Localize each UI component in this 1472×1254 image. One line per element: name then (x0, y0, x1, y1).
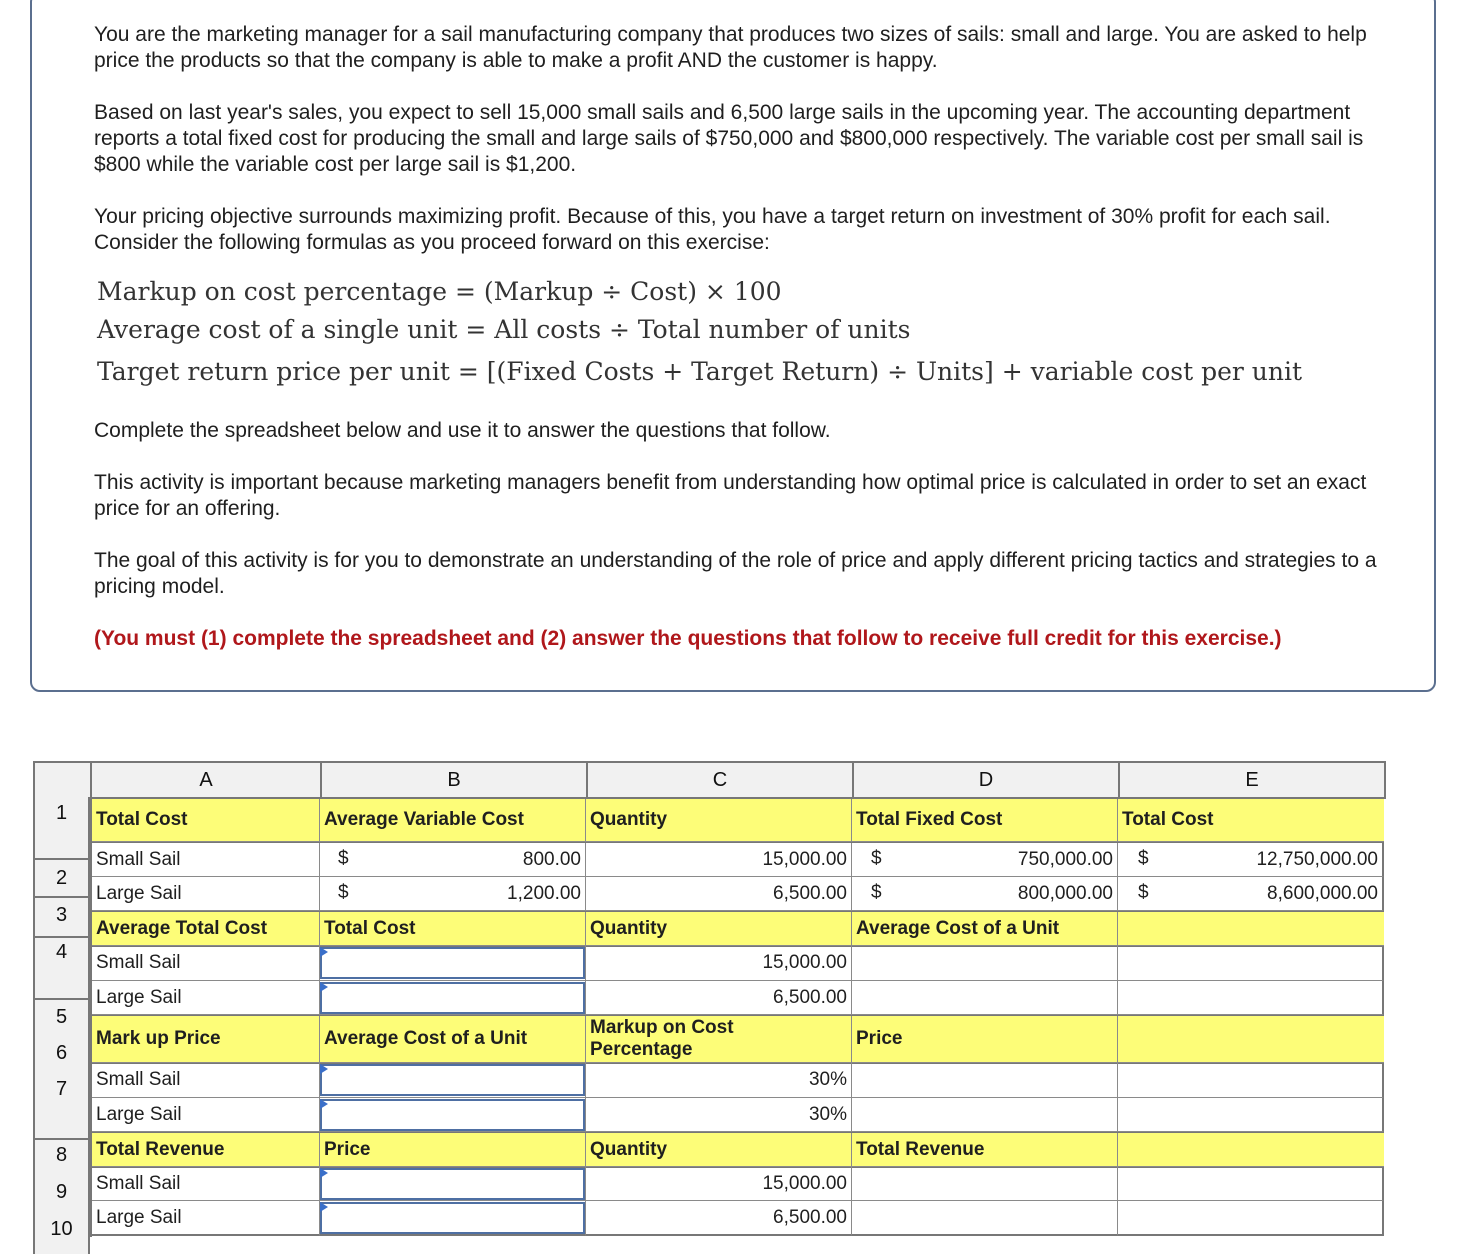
small-price-input[interactable] (320, 1168, 585, 1200)
row-number: 9 (55, 1181, 68, 1203)
column-header-d: D (852, 761, 1120, 799)
header-empty (1118, 1016, 1384, 1063)
importance-paragraph: This activity is important because marketing managers benefit from understanding how optimal price is calculated in order to set an exact price for an offering. (94, 471, 1367, 520)
row-label-large-sail: Large Sail (92, 877, 320, 911)
large-total-cost-input[interactable] (320, 982, 585, 1014)
row-label-small-sail: Small Sail (92, 843, 320, 877)
header-quantity: Quantity (586, 1133, 852, 1167)
row-label-small-sail: Small Sail (92, 946, 320, 981)
large-price-cell (852, 1098, 1118, 1132)
small-quantity: 15,000.00 (586, 946, 852, 981)
column-header-c: C (586, 761, 854, 799)
empty-cell (1118, 1201, 1384, 1236)
row-label-large-sail: Large Sail (92, 1201, 320, 1236)
large-avg-cost-unit-input[interactable] (320, 1099, 585, 1131)
small-total-cost: 12,750,000.00 (1118, 843, 1384, 877)
formula-markup: Markup on cost percentage = (Markup ÷ Cost) × 100 (97, 277, 782, 306)
small-quantity: 15,000.00 (586, 843, 852, 877)
small-quantity: 15,000.00 (586, 1167, 852, 1201)
row-number: 5 (55, 1006, 68, 1028)
header-total-cost: Total Cost (320, 912, 586, 946)
header-markup-on-cost-percentage: Markup on Cost Percentage (586, 1016, 852, 1063)
sales-paragraph: Based on last year's sales, you expect to sell 15,000 small sails and 6,500 large sails in the upcoming year. The accounting department reports a total fixed cost for producing the small and large sails of $750,000 and $800,000 respectively. The variable cost per small sail is $800 while the variable cost per large sail is $1,200. (94, 101, 1364, 176)
row-label-small-sail: Small Sail (92, 1063, 320, 1098)
empty-cell (1118, 1098, 1384, 1132)
row-number: 3 (55, 904, 68, 926)
header-total-revenue-d: Total Revenue (852, 1133, 1118, 1167)
empty-cell (1118, 1063, 1384, 1098)
row-label-large-sail: Large Sail (92, 981, 320, 1015)
goal-paragraph: The goal of this activity is for you to demonstrate an understanding of the role of price and apply different pricing tactics and strategies to a pricing model. (94, 549, 1377, 598)
large-total-revenue-cell (852, 1201, 1118, 1236)
large-avg-variable-cost: 1,200.00 (320, 877, 586, 911)
small-avg-variable-cost: 800.00 (320, 843, 586, 877)
large-average-cost-cell (852, 981, 1118, 1015)
header-average-total-cost: Average Total Cost (92, 912, 320, 946)
column-header-b: B (320, 761, 588, 799)
row-number: 8 (55, 1144, 68, 1166)
large-markup-percentage: 30% (586, 1098, 852, 1132)
row-number: 10 (50, 1218, 73, 1240)
credit-note: (You must (1) complete the spreadsheet and (2) answer the questions that follow to receive full credit for this exercise.) (94, 627, 1282, 650)
header-average-variable-cost: Average Variable Cost (320, 799, 586, 842)
large-quantity: 6,500.00 (586, 981, 852, 1015)
row-number: 4 (55, 941, 68, 963)
currency-symbol: $ (338, 848, 349, 869)
row-number: 2 (55, 867, 68, 889)
large-total-cost: 8,600,000.00 (1118, 877, 1384, 911)
currency-symbol: $ (871, 848, 882, 869)
formula-target-return: Target return price per unit = [(Fixed Costs + Target Return) ÷ Units] + variable cost per unit (97, 357, 1303, 386)
column-header-e: E (1118, 761, 1386, 799)
header-average-cost-of-unit: Average Cost of a Unit (320, 1016, 586, 1063)
small-avg-cost-unit-input[interactable] (320, 1064, 585, 1096)
currency-symbol: $ (1138, 882, 1149, 903)
currency-symbol: $ (1138, 848, 1149, 869)
column-header-a: A (90, 761, 322, 799)
large-quantity: 6,500.00 (586, 877, 852, 911)
header-empty (1118, 1133, 1384, 1167)
header-mark-up-price: Mark up Price (92, 1016, 320, 1063)
header-total-cost-e: Total Cost (1118, 799, 1384, 842)
objective-paragraph: Your pricing objective surrounds maximizing profit. Because of this, you have a target return on investment of 30% profit for each sail. Consider the following formulas as you proceed forward on this exercise: (94, 205, 1331, 254)
row-number: 7 (55, 1078, 68, 1100)
currency-symbol: $ (871, 882, 882, 903)
header-price: Price (852, 1016, 1118, 1063)
large-quantity: 6,500.00 (586, 1201, 852, 1236)
header-average-cost-of-unit: Average Cost of a Unit (852, 912, 1118, 946)
currency-symbol: $ (338, 882, 349, 903)
header-total-fixed-cost: Total Fixed Cost (852, 799, 1118, 842)
small-total-revenue-cell (852, 1167, 1118, 1201)
formula-average-cost: Average cost of a single unit = All costs ÷ Total number of units (97, 315, 911, 344)
header-total-revenue: Total Revenue (92, 1133, 320, 1167)
header-quantity: Quantity (586, 912, 852, 946)
empty-cell (1118, 946, 1384, 981)
header-price: Price (320, 1133, 586, 1167)
row-label-large-sail: Large Sail (92, 1098, 320, 1132)
small-total-cost-input[interactable] (320, 947, 585, 979)
small-average-cost-cell (852, 946, 1118, 981)
sheet-corner (33, 761, 92, 799)
large-price-input[interactable] (320, 1202, 585, 1234)
row-number: 1 (55, 802, 68, 824)
intro-paragraph: You are the marketing manager for a sail manufacturing company that produces two sizes of sails: small and large. You are asked to help price the products so that the company is able to make a profit AND the customer is happy. (94, 23, 1367, 72)
complete-paragraph: Complete the spreadsheet below and use it to answer the questions that follow. (94, 419, 831, 442)
small-price-cell (852, 1063, 1118, 1098)
empty-cell (1118, 1167, 1384, 1201)
row-number: 6 (55, 1042, 68, 1064)
small-total-fixed-cost: 750,000.00 (852, 843, 1118, 877)
header-total-cost: Total Cost (92, 799, 320, 842)
header-empty (1118, 912, 1384, 946)
empty-cell (1118, 981, 1384, 1015)
row-label-small-sail: Small Sail (92, 1167, 320, 1201)
large-total-fixed-cost: 800,000.00 (852, 877, 1118, 911)
small-markup-percentage: 30% (586, 1063, 852, 1098)
header-quantity: Quantity (586, 799, 852, 842)
